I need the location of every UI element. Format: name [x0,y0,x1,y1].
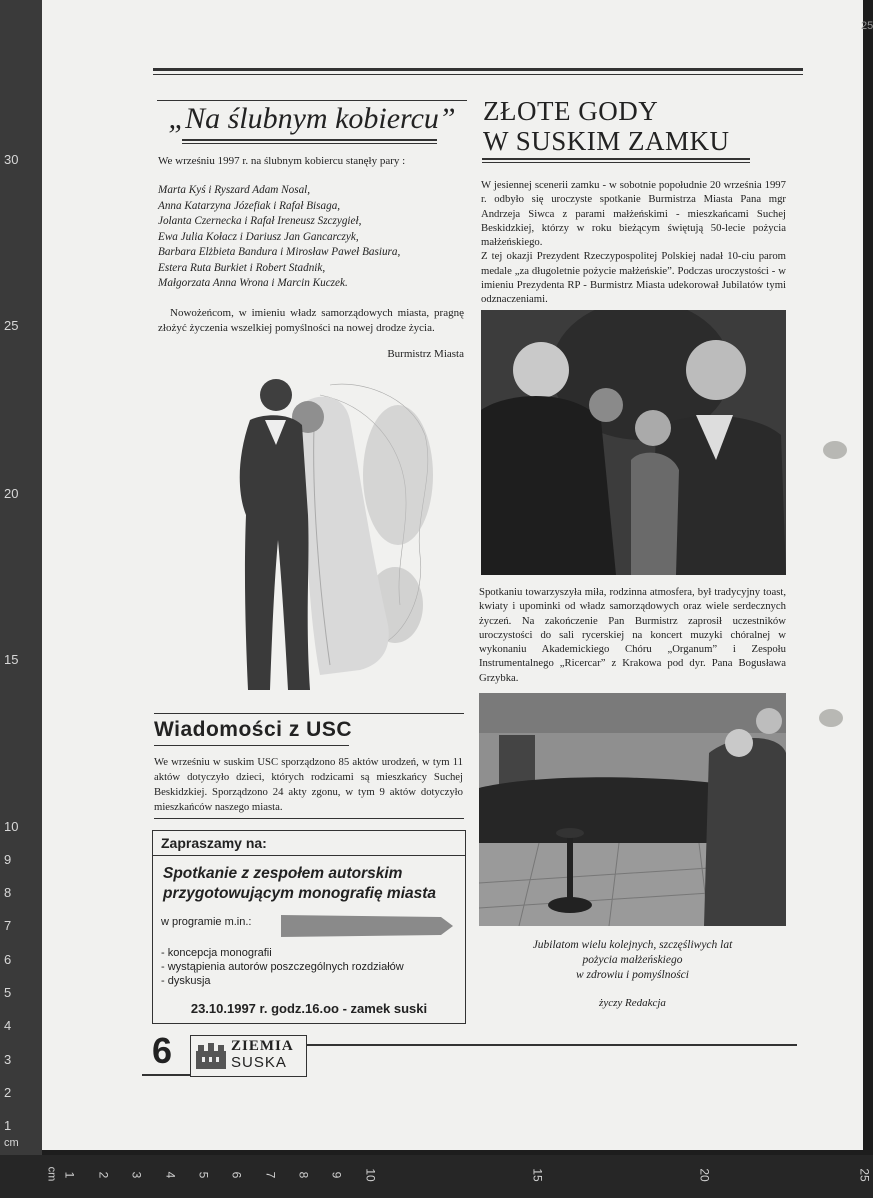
wishes-paragraph: Nowożeńcom, w imieniu władz samorządowych miasta, pragnę złożyć życzenia wszelkiej pomyślności na nowej drodze życia. [158,307,464,334]
punch-hole [823,441,847,459]
castle-icon [194,1041,228,1071]
footer-rule [307,1044,797,1046]
ruler-label: 6 [4,952,12,967]
paragraph: Spotkaniu towarzyszyła miła, rodzinna atmosfera, był tradycyjny toast, kwiaty i upominki od władz samorządowych oraz wiele serdecznych życzeń. Na zakończenie Pan Burmistrz zaprosił uczestników uroczystości do sali rycerskiej na koncert muzyki chóralnej w wykonaniu Akademickiego Chóru „Organum” i Zespołu Instrumentalnego „Ricercar” z Krakowa pod dyr. Pana Bogusława Grzybka. [479,586,786,684]
ruler-label: 20 [4,486,19,501]
list-item: Jolanta Czernecka i Rafał Ireneusz Szczygieł, [158,215,362,227]
paragraph: W jesiennej scenerii zamku - w sobotnie popołudnie 20 września 1997 r. odbyło się uroczyste spotkanie Burmistrza Miasta Pana mgr Andrzeja Siwca z parami małżeńskimi - mieszkańcami Suchej Beskidzkiej, którzy w roku bieżącym świętują 50-lecie pożycia małżeńskiego. [481,179,786,249]
top-rule [153,68,803,71]
list-item: - koncepcja monografii [161,947,272,959]
list-item: Ewa Julia Kołacz i Dariusz Jan Gancarczyk, [158,230,359,243]
ruler-label: 8 [4,885,12,900]
logo-text: ZIEMIA [231,1038,294,1054]
ruler-label: 5 [4,985,12,1000]
wedding-couple-illustration [210,365,440,700]
ruler-label: 9 [4,852,12,867]
invitation-event: Spotkanie z zespołem autorskim przygotowującym monografię miasta [163,865,437,902]
ruler-label: 10 [4,819,19,834]
ruler-label: 3 [4,1052,12,1067]
divider [154,745,349,746]
ruler-label: 4 [163,1171,178,1179]
paragraph: Z tej okazji Prezydent Rzeczypospolitej Polskiej nadał 10-ciu parom medale „za długoletnie pożycie małżeńskie”. Podczas uroczystości - w imieniu Prezydenta RP - Burmistrz Miasta udekorował Jubilatów tymi odznaczeniami. [481,250,786,306]
decorative-banner [281,913,453,939]
ruler-label: 2 [96,1171,111,1179]
page-number: 6 [152,1030,173,1071]
ruler-label: 1 [4,1118,12,1133]
caption-line: Jubilatom wielu kolejnych, szczęśliwych lat [532,939,733,951]
list-item: Estera Ruta Burkiet i Robert Stadnik, [158,261,326,274]
divider [154,713,464,714]
program-list [161,946,404,988]
logo-text: SUSKA [231,1054,287,1071]
magazine-logo [190,1035,307,1077]
divider [182,139,437,141]
ruler-label: 10 [363,1168,378,1182]
magazine-page [42,0,873,1150]
caption-line: w zdrowiu i pomyślności [576,969,689,981]
section-title: Wiadomości z USC [154,718,353,741]
ceremony-photo [481,310,786,575]
ruler-label: 6 [229,1171,244,1179]
corner-number: 25 [861,20,873,32]
credit: życzy Redakcja [599,997,666,1009]
divider [182,143,437,144]
ruler-label: 15 [530,1168,545,1182]
divider [154,818,464,819]
ruler-label: 7 [263,1171,278,1179]
list-item: Barbara Elżbieta Bandura i Mirosław Paweł Basiura, [158,246,401,258]
photo-caption [479,938,786,983]
signature: Burmistrz Miasta [387,348,464,360]
caption-line: pożycia małżeńskiego [582,954,683,966]
list-item: - wystąpienia autorów poszczególnych rozdziałów [161,961,404,973]
ruler-label: 1 [62,1171,77,1179]
ruler-label: 3 [129,1171,144,1179]
ruler-label: 8 [296,1171,311,1179]
ruler-left [0,0,42,1155]
ruler-label: 5 [196,1171,211,1179]
ruler-label: 15 [4,652,19,667]
list-item: Małgorzata Anna Wrona i Marcin Kuczek. [158,277,348,289]
ruler-unit: cm [45,1166,58,1182]
ruler-label: 25 [4,318,19,333]
title-line: ZŁOTE GODY [483,96,659,126]
ruler-unit: cm [4,1137,19,1149]
couples-list [158,183,478,292]
article-intro: We wrześniu 1997 r. na ślubnym kobiercu stanęły pary : [158,155,406,167]
invitation-box [152,830,466,1024]
title-line: W SUSKIM ZAMKU [483,126,730,156]
ruler-label: 2 [4,1085,12,1100]
divider [482,162,750,163]
program-label: w programie m.in.: [161,916,252,928]
article-intro [481,178,786,307]
usc-paragraph: We wrześniu w suskim USC sporządzono 85 aktów urodzeń, w tym 11 aktów dotyczyło dzieci, których rodzicami są mieszkańcy Suchej Beskidzkiej. Sporządzono 24 akty zgonu, w tym 9 aktów dotyczyło mieszkańców naszego miasta. [154,756,463,813]
invitation-heading: Zapraszamy na: [153,831,465,856]
hall-photo [479,693,786,926]
ruler-label: 7 [4,918,12,933]
divider [482,158,750,160]
ruler-label: 9 [329,1171,344,1179]
list-item: Anna Katarzyna Józefiak i Rafał Bisaga, [158,199,341,212]
article-title [483,96,730,156]
ruler-label: 20 [697,1168,712,1182]
top-rule-thin [153,74,803,75]
ruler-label: 4 [4,1018,12,1033]
ruler-label: 25 [857,1168,872,1182]
invitation-date: 23.10.1997 r. godz.16.oo - zamek suski [190,1001,428,1016]
article-title: „Na ślubnym kobiercu” [168,102,456,135]
list-item: Marta Kyś i Ryszard Adam Nosal, [158,184,311,196]
list-item: - dyskusja [161,975,211,987]
divider [157,100,467,101]
ruler-label: 30 [4,152,19,167]
punch-hole [819,709,843,727]
